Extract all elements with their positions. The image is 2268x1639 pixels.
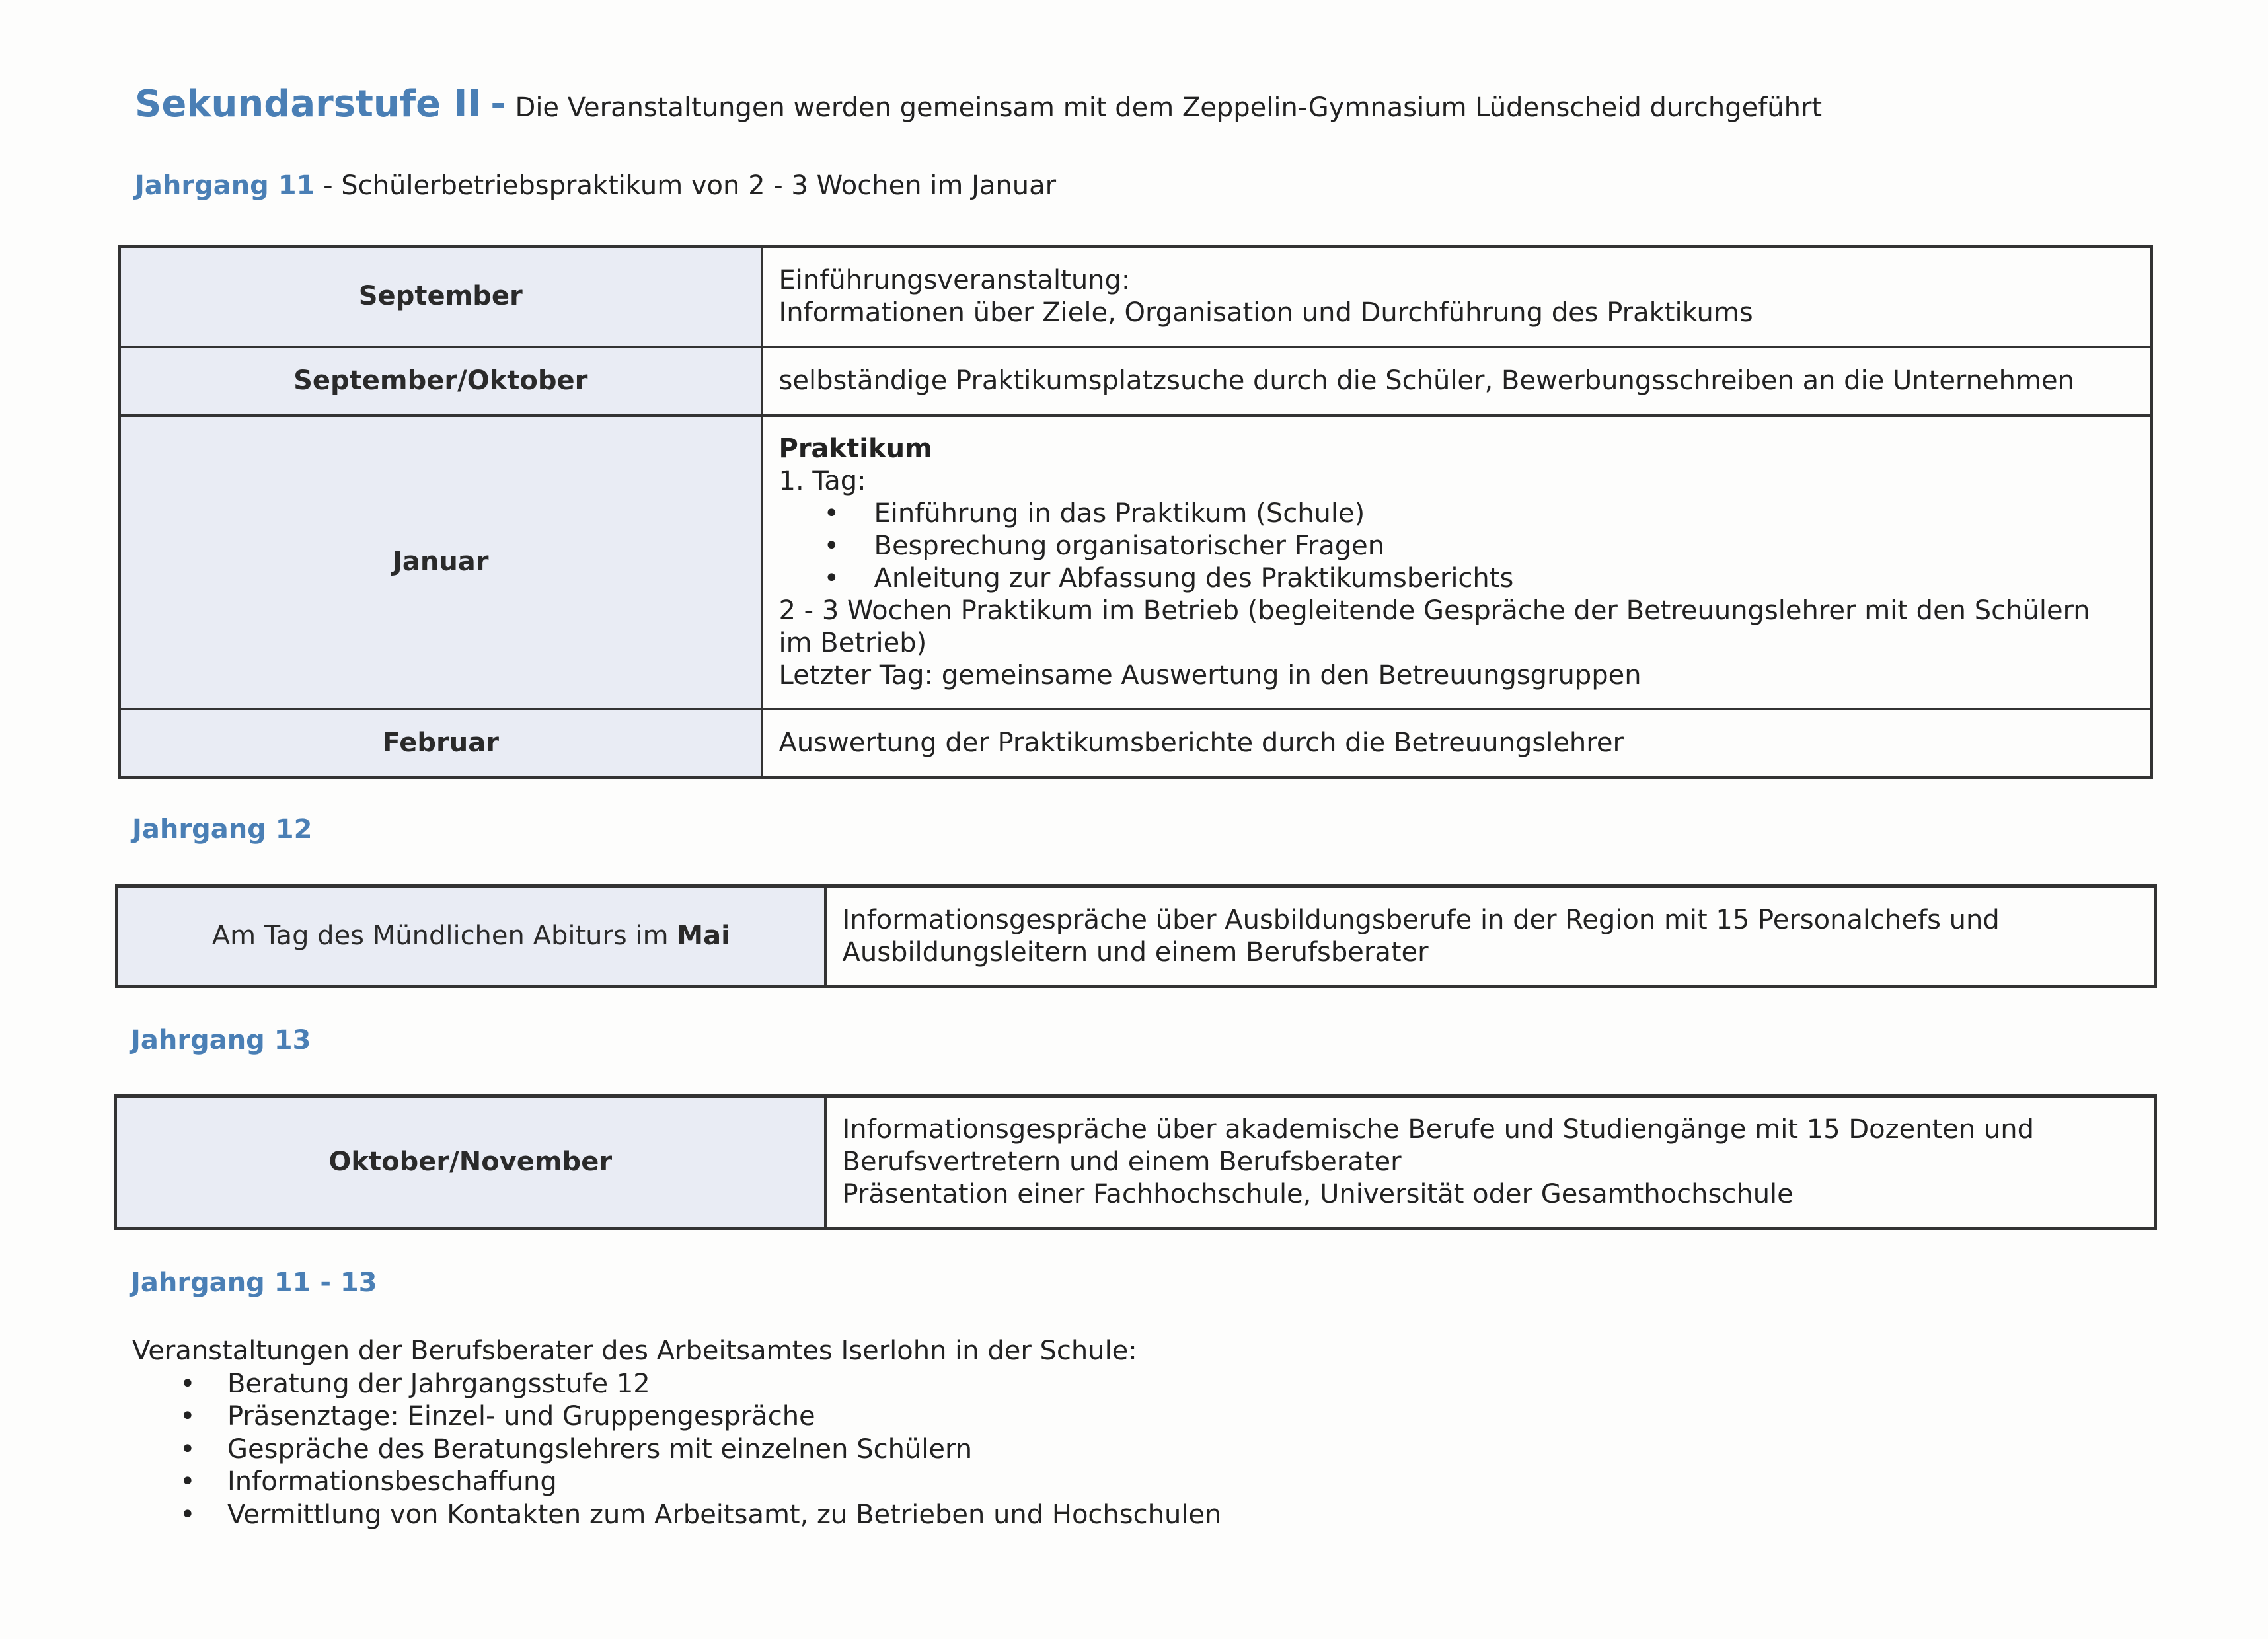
- content-line: Ausbildungsleitern und einem Berufsberater: [842, 936, 1429, 968]
- heading-rest: - Schülerbetriebspraktikum von 2 - 3 Wochen im Januar: [323, 171, 1057, 201]
- table-jahrgang-13: [114, 1094, 2157, 1230]
- berufsberater-bullet-list: [132, 1368, 1221, 1532]
- month-cell: Oktober/November: [116, 1096, 825, 1229]
- berufsberater-section: [132, 1335, 1221, 1531]
- list-item: • Besprechung organisatorischer Fragen: [779, 530, 2135, 562]
- date-prefix: Am Tag des Mündlichen Abiturs im: [211, 921, 669, 951]
- heading-jahrgang-12: [132, 814, 312, 845]
- list-item: • Beratung der Jahrgangsstufe 12: [132, 1368, 1221, 1401]
- content-cell: [762, 416, 2152, 709]
- month-cell: Februar: [120, 709, 762, 778]
- content-line: Berufsvertretern und einem Berufsberater: [842, 1147, 1402, 1177]
- heading-jahrgang-11: [135, 171, 1056, 201]
- table-jahrgang-12: [115, 884, 2157, 988]
- heading-label: Jahrgang 11 - 13: [131, 1268, 377, 1298]
- content-line: 2 - 3 Wochen Praktikum im Betrieb (begleitende Gespräche der Betreuungslehrer mit den Schülern: [778, 595, 2090, 626]
- heading-label: Jahrgang 13: [131, 1025, 311, 1055]
- table-row: [120, 709, 2152, 778]
- table-row: [117, 886, 2156, 987]
- content-line: Informationsgespräche über akademische Berufe und Studiengänge mit 15 Dozenten und: [842, 1114, 2035, 1145]
- table-jahrgang-11: [118, 245, 2153, 779]
- content-line: Informationen über Ziele, Organisation und Durchführung des Praktikums: [778, 297, 1753, 328]
- list-item: • Präsenztage: Einzel- und Gruppengespräche: [132, 1400, 1221, 1433]
- content-cell: [762, 247, 2152, 347]
- content-line: Auswertung der Praktikumsberichte durch die Betreuungslehrer: [778, 727, 1624, 758]
- content-line: Letzter Tag: gemeinsame Auswertung in den Betreuungsgruppen: [778, 660, 1642, 691]
- content-line: selbständige Praktikumsplatzsuche durch die Schüler, Bewerbungsschreiben an die Unternehmen: [778, 365, 2074, 396]
- title-subtitle: Die Veranstaltungen werden gemeinsam mit dem Zeppelin-Gymnasium Lüdenscheid durchgeführt: [515, 93, 1823, 123]
- content-cell: [762, 709, 2152, 778]
- page-title: [135, 83, 1822, 126]
- month-cell: Januar: [120, 416, 762, 709]
- praktikum-heading: Praktikum: [778, 433, 932, 464]
- title-dash: -: [490, 83, 506, 126]
- table-row: [120, 247, 2152, 347]
- table-row: [120, 416, 2152, 709]
- date-month: Mai: [677, 921, 730, 951]
- content-line: Präsentation einer Fachhochschule, Universität oder Gesamthochschule: [842, 1179, 1794, 1209]
- content-line: Informationsgespräche über Ausbildungsberufe in der Region mit 15 Personalchefs und: [842, 904, 2000, 935]
- content-line: Einführungsveranstaltung:: [778, 264, 1131, 295]
- title-main: Sekundarstufe II: [135, 83, 482, 126]
- content-cell: [825, 1096, 2156, 1229]
- list-item: • Vermittlung von Kontakten zum Arbeitsamt, zu Betrieben und Hochschulen: [132, 1499, 1221, 1532]
- table-row: [116, 1096, 2156, 1229]
- list-item: • Gespräche des Beratungslehrers mit einzelnen Schülern: [132, 1433, 1221, 1467]
- heading-jahrgang-13: [131, 1025, 311, 1055]
- content-cell: [762, 347, 2152, 416]
- content-line: im Betrieb): [778, 627, 927, 658]
- list-item: • Anleitung zur Abfassung des Praktikumsberichts: [779, 562, 2135, 595]
- month-cell: September: [120, 247, 762, 347]
- list-item: • Informationsbeschaffung: [132, 1466, 1221, 1499]
- heading-label: Jahrgang 11: [135, 171, 315, 201]
- day1-bullet-list: [779, 498, 2135, 595]
- heading-jahrgang-11-13: [131, 1268, 377, 1298]
- section-intro: Veranstaltungen der Berufsberater des Arbeitsamtes Iserlohn in der Schule:: [132, 1336, 1137, 1366]
- list-item: • Einführung in das Praktikum (Schule): [779, 498, 2135, 530]
- heading-label: Jahrgang 12: [132, 814, 313, 845]
- table-row: [120, 347, 2152, 416]
- day1-label: 1. Tag:: [778, 465, 866, 496]
- date-cell: [117, 886, 825, 987]
- content-cell: [825, 886, 2156, 987]
- month-cell: September/Oktober: [120, 347, 762, 416]
